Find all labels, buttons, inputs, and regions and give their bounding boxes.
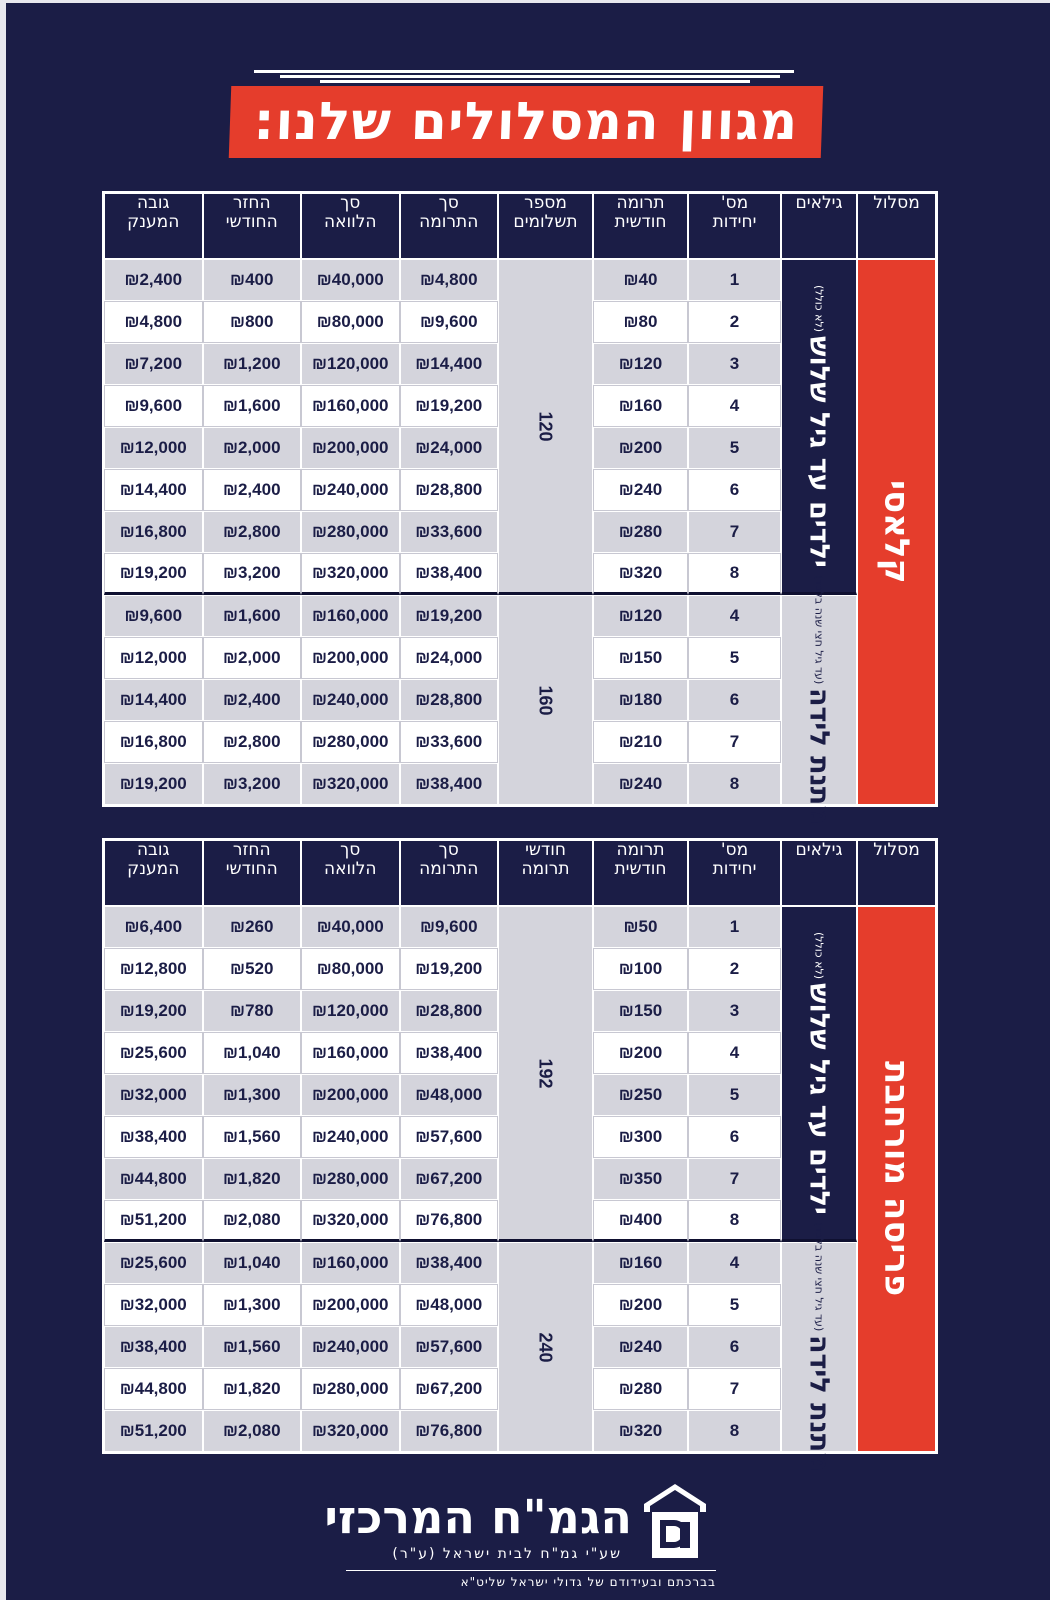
cell-monthly-contribution: ₪280 xyxy=(593,1368,688,1410)
header-contribution-total xyxy=(400,840,499,906)
age-group-title: מתנת לידה xyxy=(803,688,835,826)
payments-count-a xyxy=(498,906,593,1242)
cell-loan-total: ₪80,000 xyxy=(301,948,400,990)
cell-monthly-return: ₪1,560 xyxy=(203,1326,302,1368)
cell-monthly-contribution: ₪250 xyxy=(593,1074,688,1116)
age-group-children-under-three xyxy=(781,259,857,595)
cell-contribution-total: ₪76,800 xyxy=(400,1200,499,1242)
cell-contribution-total: ₪24,000 xyxy=(400,637,499,679)
cell-grant-amount: ₪51,200 xyxy=(104,1200,203,1242)
track-title: קלאסי xyxy=(876,480,917,584)
cell-grant-amount: ₪9,600 xyxy=(104,385,203,427)
payments-count-b xyxy=(498,595,593,805)
cell-grant-amount: ₪2,400 xyxy=(104,259,203,301)
cell-grant-amount: ₪19,200 xyxy=(104,990,203,1032)
age-group-label xyxy=(804,575,835,825)
header-grant-amount-line: גובה xyxy=(136,840,170,860)
header-loan-total-line: סך xyxy=(340,193,361,213)
cell-contribution-total: ₪4,800 xyxy=(400,259,499,301)
cell-loan-total: ₪320,000 xyxy=(301,763,400,805)
cell-grant-amount: ₪44,800 xyxy=(104,1368,203,1410)
header-ages: גילאים xyxy=(781,193,857,259)
header-grant-amount-line: המענק xyxy=(127,212,180,232)
cell-grant-amount: ₪14,400 xyxy=(104,469,203,511)
age-group-note: (עד גיל חצי שנה בלבד) xyxy=(812,574,826,685)
cell-contribution-total: ₪24,000 xyxy=(400,427,499,469)
cell-monthly-contribution: ₪200 xyxy=(593,1284,688,1326)
cell-monthly-contribution: ₪120 xyxy=(593,595,688,637)
cell-monthly-return: ₪1,300 xyxy=(203,1284,302,1326)
cell-monthly-contribution: ₪280 xyxy=(593,511,688,553)
header-loan-total-line: סך xyxy=(340,840,361,860)
cell-monthly-return: ₪260 xyxy=(203,906,302,948)
cell-monthly-return: ₪1,040 xyxy=(203,1242,302,1284)
header-loan-total xyxy=(301,193,400,259)
header-loan-total xyxy=(301,840,400,906)
cell-grant-amount: ₪12,000 xyxy=(104,637,203,679)
header-monthly-return-line: החזר xyxy=(232,193,271,213)
age-group-birth-gift xyxy=(781,1221,857,1473)
cell-loan-total: ₪320,000 xyxy=(301,1200,400,1242)
cell-units: 4 xyxy=(688,1242,781,1284)
cell-units: 4 xyxy=(688,1032,781,1074)
cell-monthly-return: ₪1,600 xyxy=(203,595,302,637)
cell-loan-total: ₪240,000 xyxy=(301,469,400,511)
title-brush-strokes xyxy=(240,70,800,84)
cell-monthly-return: ₪1,200 xyxy=(203,343,302,385)
cell-units: 5 xyxy=(688,427,781,469)
cell-loan-total: ₪280,000 xyxy=(301,721,400,763)
cell-monthly-contribution: ₪160 xyxy=(593,1242,688,1284)
cell-loan-total: ₪120,000 xyxy=(301,990,400,1032)
cell-loan-total: ₪40,000 xyxy=(301,906,400,948)
cell-grant-amount: ₪16,800 xyxy=(104,721,203,763)
cell-monthly-contribution: ₪100 xyxy=(593,948,688,990)
cell-monthly-contribution: ₪350 xyxy=(593,1158,688,1200)
cell-monthly-return: ₪2,800 xyxy=(203,511,302,553)
header-payments-line: מספר xyxy=(524,193,567,213)
cell-loan-total: ₪280,000 xyxy=(301,511,400,553)
header-payments-line: תשלומים xyxy=(513,212,578,232)
cell-monthly-return: ₪3,200 xyxy=(203,763,302,805)
title-banner-wrap xyxy=(230,66,830,166)
cell-contribution-total: ₪33,600 xyxy=(400,511,499,553)
age-group-label xyxy=(804,285,835,568)
header-monthly-contribution-line: תרומה xyxy=(616,840,665,860)
cell-units: 8 xyxy=(688,553,781,595)
cell-grant-amount: ₪25,600 xyxy=(104,1242,203,1284)
header-contribution-total-line: סך xyxy=(438,193,459,213)
cell-grant-amount: ₪12,800 xyxy=(104,948,203,990)
cell-units: 4 xyxy=(688,595,781,637)
cell-loan-total: ₪240,000 xyxy=(301,1326,400,1368)
track-label xyxy=(877,1061,917,1296)
cell-units: 8 xyxy=(688,1410,781,1452)
header-units-line: מס' xyxy=(720,193,749,213)
cell-monthly-contribution: ₪240 xyxy=(593,763,688,805)
age-group-children-under-three xyxy=(781,906,857,1242)
logo-name: הגמ"ח המרכזי xyxy=(324,1490,632,1544)
header-monthly-return xyxy=(203,193,302,259)
cell-units: 1 xyxy=(688,906,781,948)
header-units-line: יחידות xyxy=(712,212,757,232)
cell-contribution-total: ₪38,400 xyxy=(400,763,499,805)
cell-loan-total: ₪120,000 xyxy=(301,343,400,385)
house-logo-icon xyxy=(642,1482,708,1562)
logo-tagline: בברכתם ובעידודם של גדולי ישראל שליט"א xyxy=(460,1575,716,1589)
cell-loan-total: ₪280,000 xyxy=(301,1158,400,1200)
cell-contribution-total: ₪76,800 xyxy=(400,1410,499,1452)
cell-contribution-total: ₪48,000 xyxy=(400,1284,499,1326)
cell-contribution-total: ₪9,600 xyxy=(400,301,499,343)
extended-track-table xyxy=(102,838,938,1473)
title-banner xyxy=(229,86,824,158)
cell-monthly-return: ₪3,200 xyxy=(203,553,302,595)
cell-monthly-return: ₪2,000 xyxy=(203,637,302,679)
header-payments xyxy=(498,840,593,906)
header-units-line: מס' xyxy=(720,840,749,860)
cell-monthly-return: ₪2,000 xyxy=(203,427,302,469)
cell-grant-amount: ₪32,000 xyxy=(104,1074,203,1116)
header-monthly-contribution-line: תרומה xyxy=(616,193,665,213)
classic-track-table xyxy=(102,191,938,826)
cell-loan-total: ₪200,000 xyxy=(301,1284,400,1326)
organization-logo xyxy=(324,1482,720,1589)
header-contribution-total-line: התרומה xyxy=(419,859,479,879)
cell-monthly-contribution: ₪150 xyxy=(593,637,688,679)
header-monthly-contribution xyxy=(593,193,688,259)
track-label xyxy=(877,480,917,583)
cell-grant-amount: ₪12,000 xyxy=(104,427,203,469)
cell-units: 1 xyxy=(688,259,781,301)
cell-units: 3 xyxy=(688,990,781,1032)
header-units xyxy=(688,193,781,259)
cell-monthly-contribution: ₪400 xyxy=(593,1200,688,1242)
cell-grant-amount: ₪38,400 xyxy=(104,1326,203,1368)
cell-grant-amount: ₪19,200 xyxy=(104,763,203,805)
page-title: מגוון המסלולים שלנו: xyxy=(252,92,800,152)
track-name xyxy=(857,259,936,805)
cell-loan-total: ₪200,000 xyxy=(301,1074,400,1116)
age-group-birth-gift xyxy=(781,574,857,826)
cell-loan-total: ₪160,000 xyxy=(301,595,400,637)
header-payments xyxy=(498,193,593,259)
cell-loan-total: ₪160,000 xyxy=(301,385,400,427)
cell-units: 5 xyxy=(688,1284,781,1326)
cell-monthly-return: ₪1,820 xyxy=(203,1368,302,1410)
header-contribution-total-line: סך xyxy=(438,840,459,860)
cell-units: 5 xyxy=(688,637,781,679)
cell-monthly-return: ₪1,820 xyxy=(203,1158,302,1200)
cell-loan-total: ₪160,000 xyxy=(301,1032,400,1074)
header-monthly-contribution-line: חודשית xyxy=(614,212,667,232)
cell-units: 6 xyxy=(688,1116,781,1158)
header-contribution-total-line: התרומה xyxy=(419,212,479,232)
cell-monthly-return: ₪400 xyxy=(203,259,302,301)
header-grant-amount xyxy=(104,840,203,906)
cell-contribution-total: ₪19,200 xyxy=(400,595,499,637)
cell-grant-amount: ₪19,200 xyxy=(104,553,203,595)
header-track: מסלול xyxy=(857,840,936,906)
cell-monthly-contribution: ₪200 xyxy=(593,1032,688,1074)
cell-monthly-contribution: ₪210 xyxy=(593,721,688,763)
cell-grant-amount: ₪44,800 xyxy=(104,1158,203,1200)
cell-units: 7 xyxy=(688,1158,781,1200)
cell-loan-total: ₪80,000 xyxy=(301,301,400,343)
payments-count-b xyxy=(498,1242,593,1452)
age-group-title: מתנת לידה xyxy=(803,1335,835,1473)
cell-monthly-contribution: ₪150 xyxy=(593,990,688,1032)
cell-contribution-total: ₪19,200 xyxy=(400,385,499,427)
header-payments-line: חודשי xyxy=(525,840,566,860)
cell-units: 5 xyxy=(688,1074,781,1116)
cell-monthly-return: ₪1,040 xyxy=(203,1032,302,1074)
cell-monthly-return: ₪1,560 xyxy=(203,1116,302,1158)
age-group-note: (לא כולל) xyxy=(812,931,826,979)
header-ages: גילאים xyxy=(781,840,857,906)
cell-contribution-total: ₪38,400 xyxy=(400,1242,499,1284)
logo-divider xyxy=(346,1570,716,1571)
cell-monthly-contribution: ₪50 xyxy=(593,906,688,948)
cell-loan-total: ₪320,000 xyxy=(301,1410,400,1452)
cell-monthly-contribution: ₪240 xyxy=(593,469,688,511)
cell-monthly-contribution: ₪320 xyxy=(593,1410,688,1452)
age-group-label xyxy=(804,932,835,1215)
cell-monthly-contribution: ₪240 xyxy=(593,1326,688,1368)
header-loan-total-line: הלוואה xyxy=(323,212,377,232)
cell-monthly-return: ₪2,400 xyxy=(203,679,302,721)
cell-loan-total: ₪320,000 xyxy=(301,553,400,595)
header-track: מסלול xyxy=(857,193,936,259)
header-grant-amount xyxy=(104,193,203,259)
header-loan-total-line: הלוואה xyxy=(323,859,377,879)
header-contribution-total xyxy=(400,193,499,259)
cell-monthly-return: ₪2,400 xyxy=(203,469,302,511)
header-monthly-return-line: החודשי xyxy=(225,212,278,232)
cell-units: 7 xyxy=(688,1368,781,1410)
cell-units: 6 xyxy=(688,1326,781,1368)
track-name xyxy=(857,906,936,1452)
cell-grant-amount: ₪51,200 xyxy=(104,1410,203,1452)
age-group-note: (עד גיל חצי שנה בלבד) xyxy=(812,1221,826,1332)
cell-loan-total: ₪200,000 xyxy=(301,427,400,469)
age-group-label xyxy=(804,1222,835,1472)
header-units-line: יחידות xyxy=(712,859,757,879)
cell-grant-amount: ₪4,800 xyxy=(104,301,203,343)
header-units xyxy=(688,840,781,906)
cell-loan-total: ₪200,000 xyxy=(301,637,400,679)
cell-contribution-total: ₪57,600 xyxy=(400,1326,499,1368)
header-monthly-return-line: החודשי xyxy=(225,859,278,879)
header-monthly-contribution xyxy=(593,840,688,906)
cell-units: 7 xyxy=(688,511,781,553)
cell-grant-amount: ₪32,000 xyxy=(104,1284,203,1326)
cell-loan-total: ₪240,000 xyxy=(301,679,400,721)
cell-loan-total: ₪160,000 xyxy=(301,1242,400,1284)
cell-monthly-return: ₪1,600 xyxy=(203,385,302,427)
cell-monthly-contribution: ₪300 xyxy=(593,1116,688,1158)
cell-monthly-contribution: ₪120 xyxy=(593,343,688,385)
cell-contribution-total: ₪14,400 xyxy=(400,343,499,385)
cell-grant-amount: ₪14,400 xyxy=(104,679,203,721)
cell-grant-amount: ₪16,800 xyxy=(104,511,203,553)
age-group-title: ילדים עד גיל שלוש xyxy=(803,982,835,1215)
cell-monthly-contribution: ₪160 xyxy=(593,385,688,427)
cell-loan-total: ₪240,000 xyxy=(301,1116,400,1158)
header-payments-line: תרומה xyxy=(521,859,570,879)
cell-grant-amount: ₪25,600 xyxy=(104,1032,203,1074)
header-grant-amount-line: המענק xyxy=(127,859,180,879)
logo-subtitle: שע"י גמ"ח לבית ישראל (ע"ר) xyxy=(392,1546,622,1562)
header-monthly-return-line: החזר xyxy=(232,840,271,860)
header-monthly-return xyxy=(203,840,302,906)
cell-monthly-contribution: ₪40 xyxy=(593,259,688,301)
header-grant-amount-line: גובה xyxy=(136,193,170,213)
cell-units: 6 xyxy=(688,469,781,511)
cell-contribution-total: ₪28,800 xyxy=(400,469,499,511)
cell-contribution-total: ₪67,200 xyxy=(400,1368,499,1410)
cell-monthly-return: ₪2,800 xyxy=(203,721,302,763)
cell-contribution-total: ₪38,400 xyxy=(400,553,499,595)
cell-monthly-return: ₪520 xyxy=(203,948,302,990)
cell-units: 4 xyxy=(688,385,781,427)
cell-contribution-total: ₪38,400 xyxy=(400,1032,499,1074)
cell-units: 7 xyxy=(688,721,781,763)
payments-count-a xyxy=(498,259,593,595)
payments-value: 240 xyxy=(535,1331,556,1363)
age-group-note: (לא כולל) xyxy=(812,284,826,332)
cell-contribution-total: ₪57,600 xyxy=(400,1116,499,1158)
age-group-title: ילדים עד גיל שלוש xyxy=(803,335,835,568)
cell-units: 6 xyxy=(688,679,781,721)
cell-loan-total: ₪280,000 xyxy=(301,1368,400,1410)
cell-monthly-contribution: ₪180 xyxy=(593,679,688,721)
cell-monthly-return: ₪2,080 xyxy=(203,1410,302,1452)
cell-monthly-return: ₪1,300 xyxy=(203,1074,302,1116)
cell-grant-amount: ₪38,400 xyxy=(104,1116,203,1158)
cell-loan-total: ₪40,000 xyxy=(301,259,400,301)
cell-contribution-total: ₪67,200 xyxy=(400,1158,499,1200)
cell-units: 2 xyxy=(688,301,781,343)
cell-grant-amount: ₪9,600 xyxy=(104,595,203,637)
cell-monthly-return: ₪780 xyxy=(203,990,302,1032)
cell-monthly-return: ₪800 xyxy=(203,301,302,343)
cell-units: 8 xyxy=(688,763,781,805)
cell-contribution-total: ₪28,800 xyxy=(400,990,499,1032)
payments-value: 192 xyxy=(535,1057,556,1089)
cell-grant-amount: ₪7,200 xyxy=(104,343,203,385)
cell-contribution-total: ₪48,000 xyxy=(400,1074,499,1116)
cell-grant-amount: ₪6,400 xyxy=(104,906,203,948)
cell-monthly-contribution: ₪320 xyxy=(593,553,688,595)
payments-value: 160 xyxy=(535,684,556,716)
track-title: פריסה מורחבת xyxy=(876,1061,917,1297)
cell-contribution-total: ₪33,600 xyxy=(400,721,499,763)
header-monthly-contribution-line: חודשית xyxy=(614,859,667,879)
cell-units: 3 xyxy=(688,343,781,385)
payments-value: 120 xyxy=(535,410,556,442)
cell-monthly-contribution: ₪80 xyxy=(593,301,688,343)
cell-monthly-contribution: ₪200 xyxy=(593,427,688,469)
cell-monthly-return: ₪2,080 xyxy=(203,1200,302,1242)
cell-contribution-total: ₪19,200 xyxy=(400,948,499,990)
cell-contribution-total: ₪9,600 xyxy=(400,906,499,948)
cell-units: 2 xyxy=(688,948,781,990)
cell-contribution-total: ₪28,800 xyxy=(400,679,499,721)
cell-units: 8 xyxy=(688,1200,781,1242)
